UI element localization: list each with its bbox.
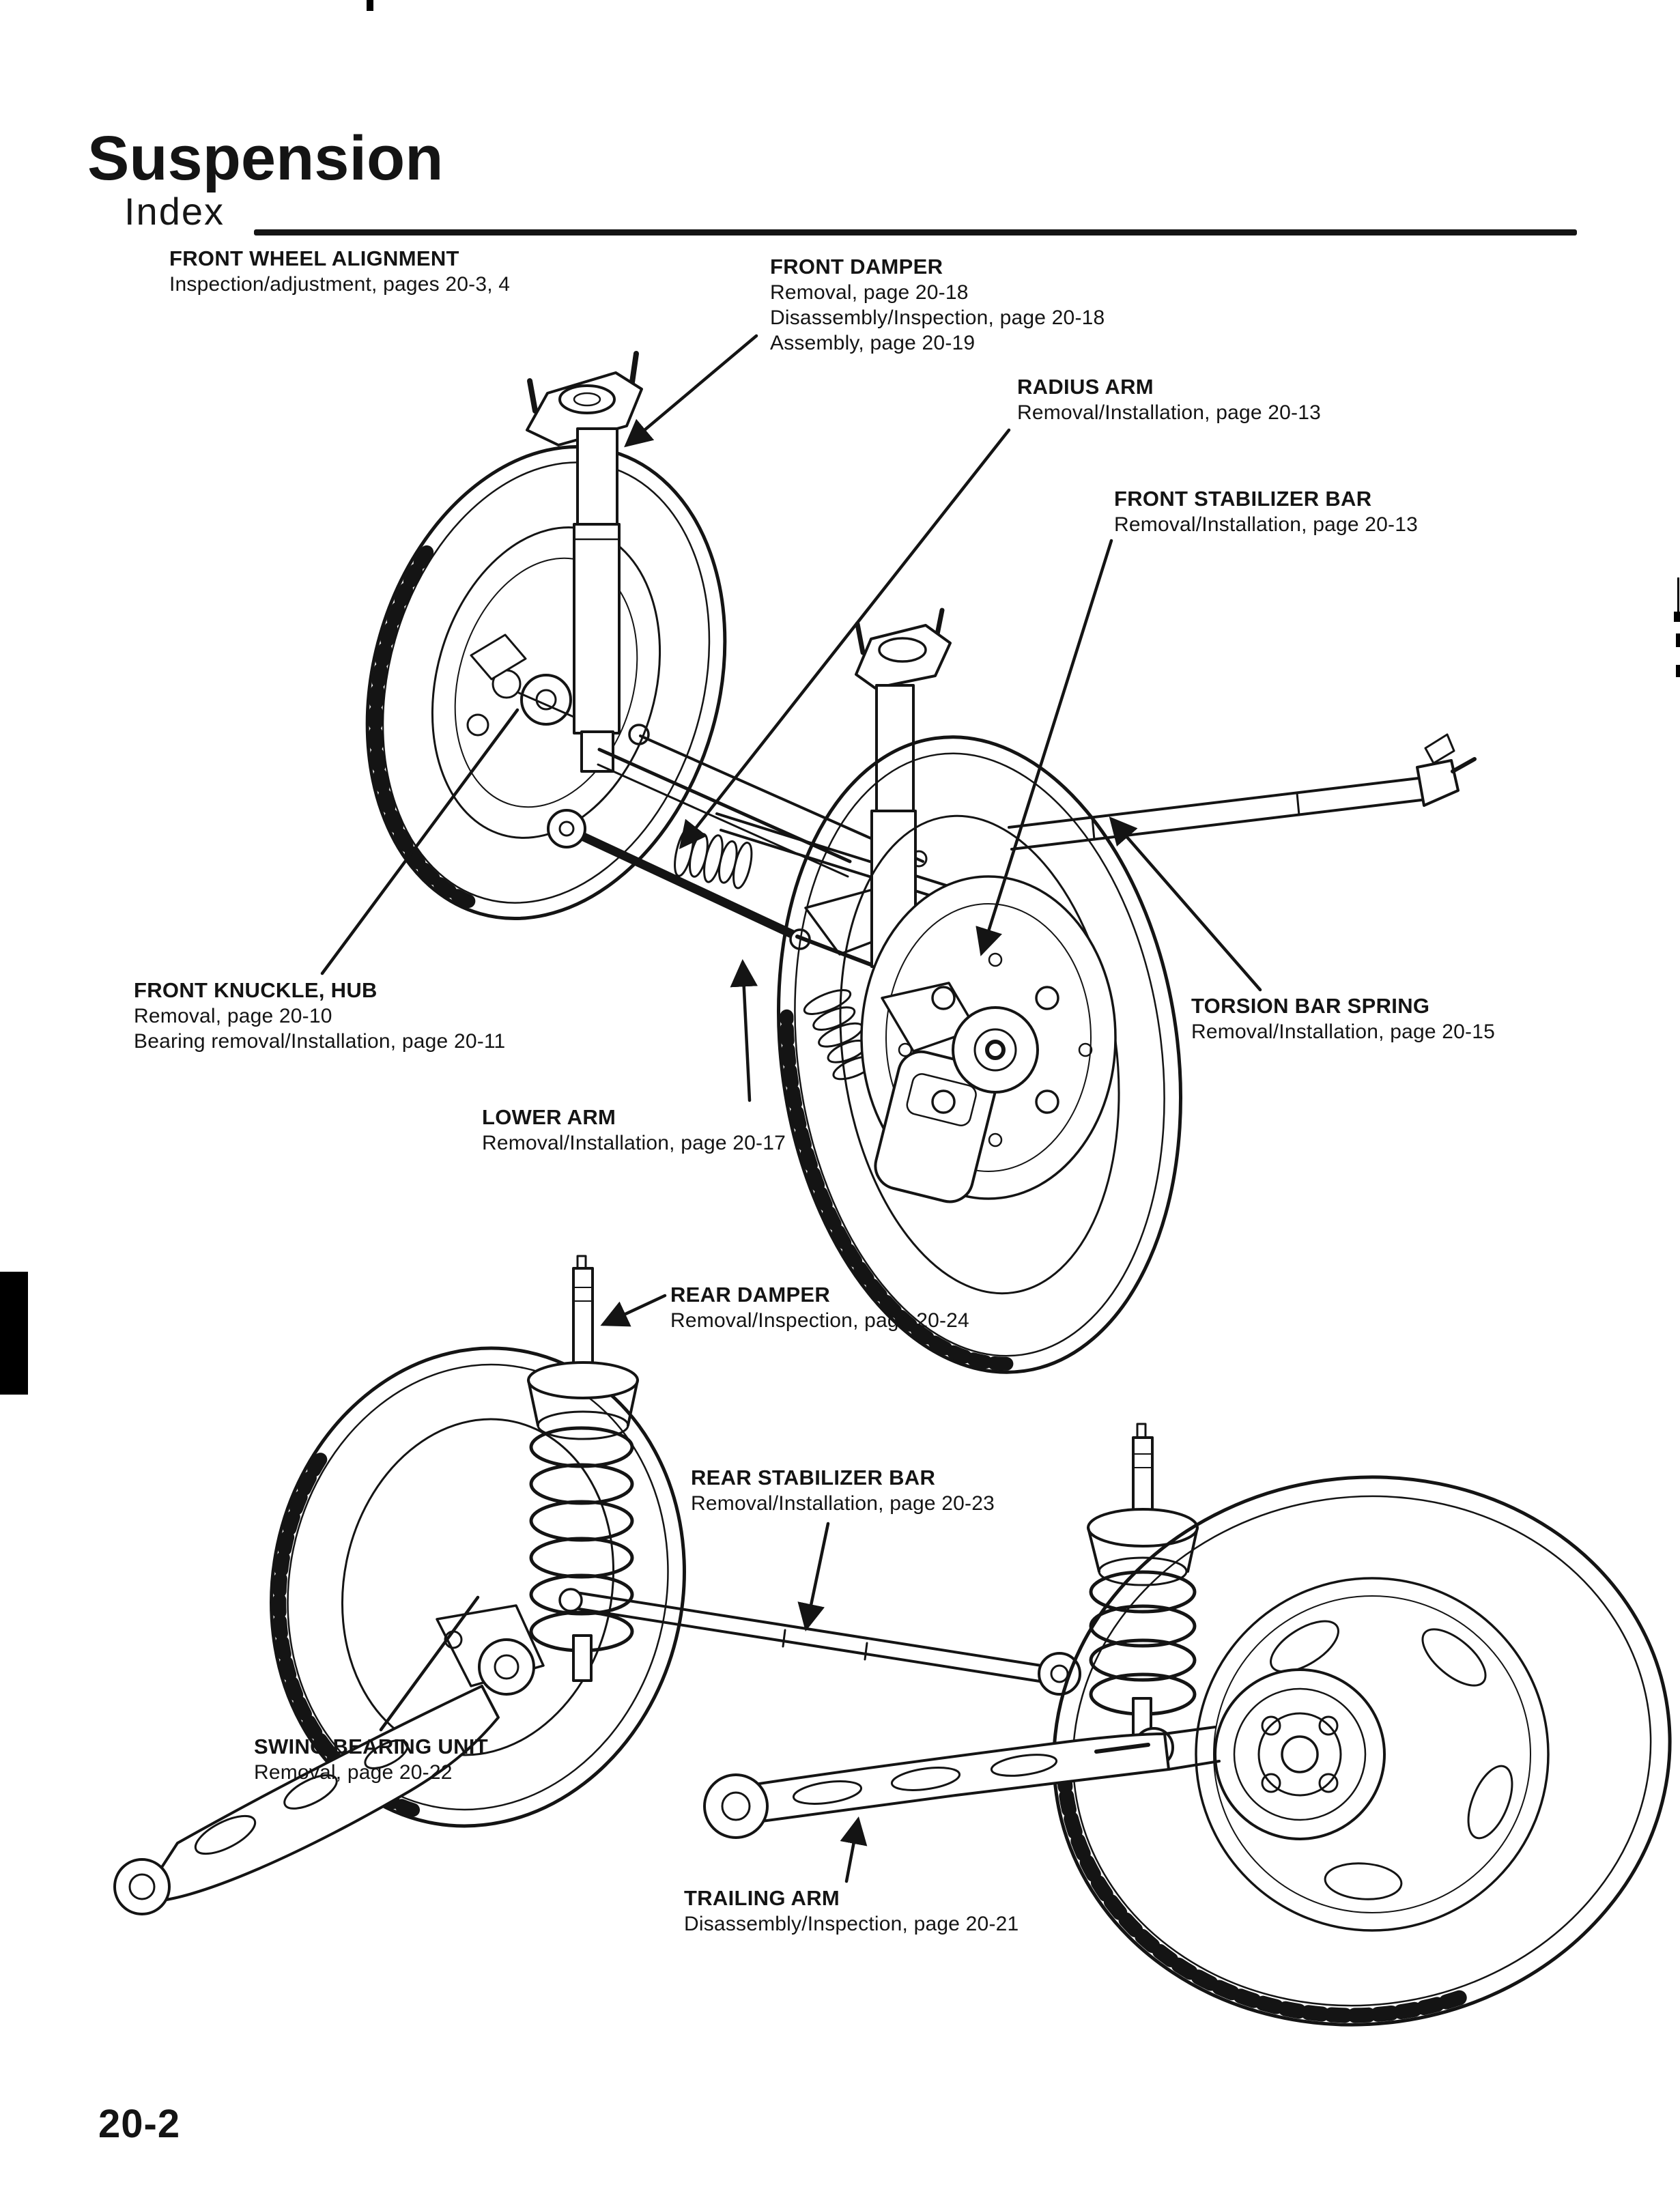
page-number: 20-2 [98,2102,181,2146]
callout-line: Removal/Installation, page 20-15 [1191,1021,1496,1043]
callout-trailing-arm [684,1885,1019,1937]
callout-rear-stabilizer-bar [691,1465,995,1516]
callout-title: FRONT KNUCKLE, HUB [134,978,378,1002]
rear-right-damper [1088,1424,1197,1767]
callout-line: Bearing removal/Installation, page 20-11 [134,1030,506,1053]
scan-mark [1676,665,1680,677]
rear-suspension-figure [115,1256,1680,2064]
callout-title: RADIUS ARM [1017,375,1154,399]
coil-spring [531,1428,632,1651]
front-lower-arm [572,831,797,937]
torsion-bar [1009,734,1475,849]
page-title: Suspension [87,124,444,193]
callout-title: TORSION BAR SPRING [1191,994,1430,1018]
callout-line: Removal/Installation, page 20-17 [482,1132,786,1154]
callout-front-knuckle-hub [134,978,505,1054]
scan-mark [1676,633,1680,647]
callout-line: Removal/Installation, page 20-13 [1114,513,1419,536]
callout-title: FRONT WHEEL ALIGNMENT [169,246,459,270]
trailing-arm-leader-arrow [846,1820,858,1881]
callout-title: FRONT STABILIZER BAR [1114,487,1372,511]
lower-arm-leader-arrow [743,962,750,1100]
front-knuckle-leader [322,710,517,973]
callout-line: Removal/Inspection, page 20-24 [670,1309,969,1332]
callout-title: REAR DAMPER [670,1283,831,1307]
index-rule [254,229,1577,236]
front-left-hub [522,675,571,724]
callout-line: Disassembly/Inspection, page 20-21 [684,1913,1019,1935]
callout-lower-arm [482,1104,786,1156]
rear-damper-leader-arrow [603,1296,665,1324]
radius-arm-leader-arrow [681,430,1009,846]
callout-line: Inspection/adjustment, pages 20-3, 4 [169,273,511,296]
callout-front-stabilizer-bar [1114,486,1418,537]
front-left-wheel [314,404,778,961]
tire-tread [324,543,559,901]
callout-line: Removal/Installation, page 20-13 [1017,401,1322,424]
section-heading: Index [124,190,225,233]
scan-mark [1674,612,1680,622]
rear-right-rim [1196,1578,1548,1930]
rear-stabilizer-leader-arrow [806,1524,828,1628]
callout-title: LOWER ARM [482,1105,616,1129]
coil-spring [1091,1572,1195,1714]
trailing-arm-part [704,1727,1219,1838]
chapter-tab-marker [0,1272,28,1395]
callout-line: Removal, page 20-10 [134,1005,332,1027]
torsion-bar-leader-arrow [1111,819,1260,990]
callout-front-damper [770,254,1105,356]
callout-title: REAR STABILIZER BAR [691,1466,936,1489]
callout-title: FRONT DAMPER [770,255,943,279]
rear-stabilizer-bar [560,1589,1080,1694]
front-right-brake-disc [862,876,1115,1207]
callout-line: Disassembly/Inspection, page 20-18 [770,306,1105,329]
callout-line: Removal, page 20-22 [254,1761,453,1784]
callout-line: Assembly, page 20-19 [770,332,976,354]
callout-swing-bearing-unit [254,1734,488,1785]
callout-rear-damper [670,1282,969,1333]
scan-mark [1677,577,1679,613]
callout-title: TRAILING ARM [684,1886,840,1910]
callout-radius-arm [1017,374,1321,425]
scan-mark [367,0,373,11]
rear-right-hub [1215,1670,1384,1839]
callout-torsion-bar-spring [1191,993,1495,1044]
callout-title: SWING BEARING UNIT [254,1735,488,1758]
callout-front-wheel-alignment [169,246,510,297]
swing-bearing-unit-parts [437,1606,543,1694]
callout-line: Removal/Installation, page 20-23 [691,1492,995,1515]
front-damper-leader-arrow [627,336,756,445]
callout-line: Removal, page 20-18 [770,281,969,304]
